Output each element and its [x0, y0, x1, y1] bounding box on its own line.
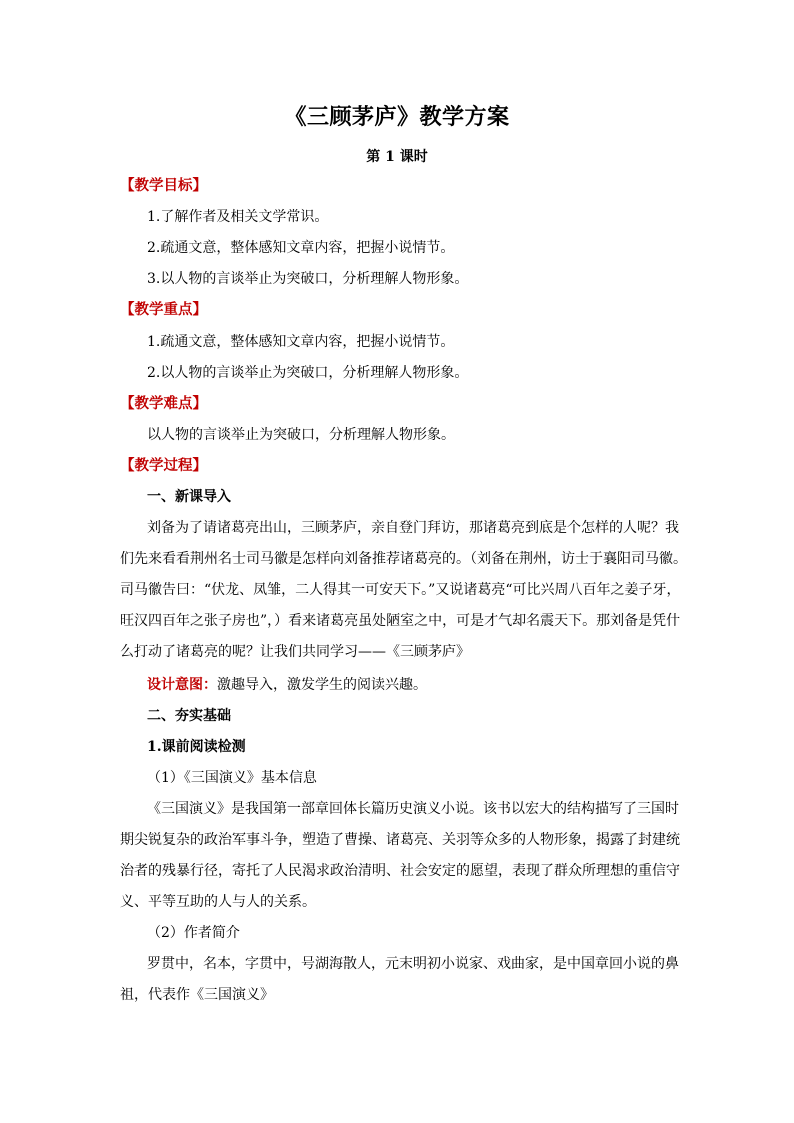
lesson-number: 第 1 课时: [366, 149, 428, 165]
focus-heading: 【教学重点】: [120, 301, 207, 318]
document-title: 《三顾茅庐》教学方案: [284, 104, 510, 130]
difficulty-item: 以人物的言谈举止为突破口，分析理解人物形象。: [147, 427, 455, 443]
sub1-title: 1.课前阅读检测: [147, 739, 246, 755]
goals-item: 2.疏通文意，整体感知文章内容，把握小说情节。: [147, 240, 455, 256]
goals-item: 3.以人物的言谈举止为突破口，分析理解人物形象。: [147, 271, 469, 287]
paragraph-line: 义、平等互助的人与人的关系。: [120, 894, 316, 910]
focus-item: 2.以人物的言谈举止为突破口，分析理解人物形象。: [147, 365, 469, 381]
paragraph-line: 刘备为了请诸葛亮出山，三顾茅庐，亲自登门拜访，那诸葛亮到底是个怎样的人呢？我: [147, 520, 679, 536]
part1-title: 一、新课导入: [147, 489, 231, 505]
paragraph-line: 司马徽告曰：“伏龙、凤雏，二人得其一可安天下。”又说诸葛亮“可比兴周八百年之姜子牙，: [120, 582, 681, 598]
sub1-item2-title: （2）作者简介: [147, 925, 240, 941]
difficulty-heading: 【教学难点】: [120, 395, 207, 412]
paragraph-line: 治者的残暴行径，寄托了人民渴求政治清明、社会安定的愿望，表现了群众所理想的重信守: [120, 863, 680, 879]
goals-heading: 【教学目标】: [120, 177, 207, 194]
focus-item: 1.疏通文意，整体感知文章内容，把握小说情节。: [147, 334, 455, 350]
design-intent-text: 激趣导入，激发学生的阅读兴趣。: [217, 677, 427, 693]
part2-title: 二、夯实基础: [147, 708, 231, 724]
design-intent-label: 设计意图：: [147, 677, 217, 693]
goals-item: 1.了解作者及相关文学常识。: [147, 209, 329, 225]
process-heading: 【教学过程】: [120, 457, 207, 474]
paragraph-line: 《三国演义》是我国第一部章回体长篇历史演义小说。该书以宏大的结构描写了三国时: [147, 801, 679, 817]
paragraph-line: 们先来看看荆州名士司马徽是怎样向刘备推荐诸葛亮的。（刘备在荆州，访士于襄阳司马徽。: [120, 551, 687, 567]
paragraph-line: 旺汉四百年之张子房也”，）看来诸葛亮虽处陋室之中，可是才气却名震天下。那刘备是凭什: [120, 613, 681, 629]
sub1-item1-title: （1）《三国演义》基本信息: [147, 770, 317, 786]
paragraph-line: 期尖锐复杂的政治军事斗争，塑造了曹操、诸葛亮、关羽等众多的人物形象，揭露了封建统: [120, 832, 680, 848]
paragraph-line: 祖，代表作《三国演义》: [120, 987, 274, 1003]
design-intent: [147, 675, 707, 695]
paragraph-line: 么打动了诸葛亮的呢？让我们共同学习——《三顾茅庐》: [120, 644, 470, 660]
paragraph-line: 罗贯中，名本，字贯中，号湖海散人，元末明初小说家、戏曲家，是中国章回小说的鼻: [147, 956, 679, 972]
